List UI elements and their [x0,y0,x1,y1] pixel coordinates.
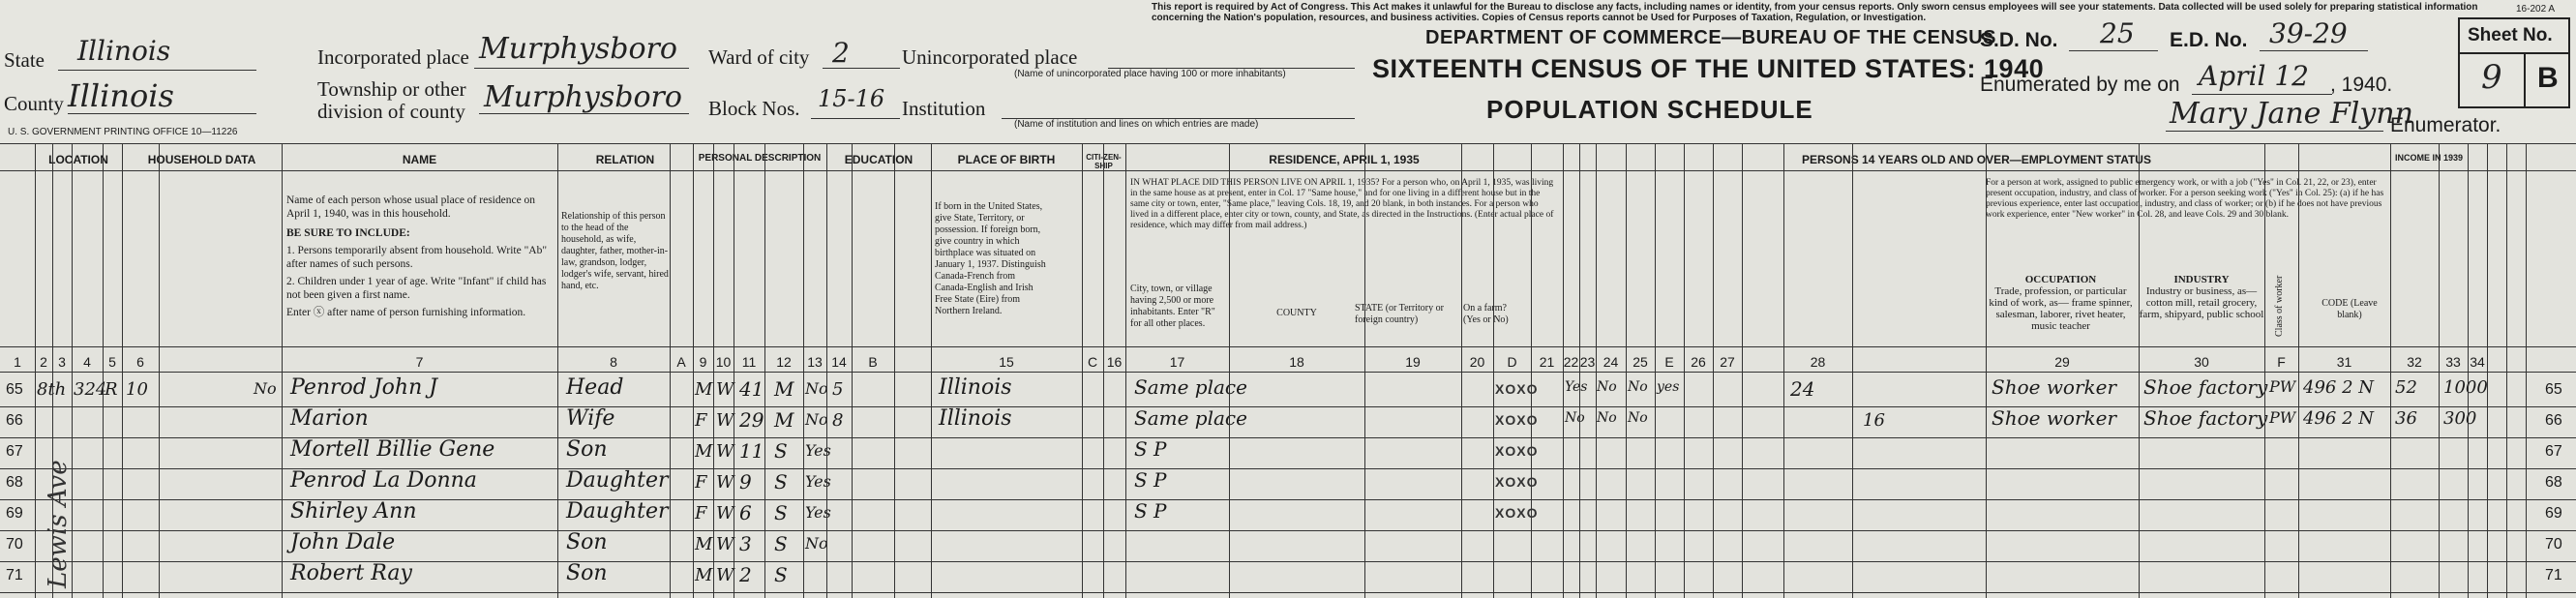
code-f-header: CODE (Leave blank) [2321,298,2378,320]
age-cell: 2 [739,563,752,586]
sex-cell: F [695,503,707,523]
residence-city-cell: Same place [1134,375,1247,399]
residence-county-header: COUNTY [1276,308,1317,318]
grade-cell: 8 [832,410,844,431]
table-row-divider [0,406,2576,407]
township-label-2: division of county [317,100,465,123]
marital-cell: M [774,408,794,432]
incorporated-place-value: Murphysboro [479,32,677,66]
section-personal: PERSONAL DESCRIPTION [698,153,822,164]
col23-cell: No [1628,379,1648,395]
sex-cell: F [695,410,707,431]
residence-city-header: City, town, or village having 2,500 or more inhabitants. Enter "R" for all other places. [1130,284,1215,329]
column-number: 21 [1539,354,1555,370]
school-cell: Yes [805,472,831,491]
unincorporated-label: Unincorporated place [902,45,1078,69]
state-value: Illinois [77,35,171,67]
column-number: F [2277,354,2286,370]
column-number: 9 [699,354,707,370]
class-worker-header: Class of worker [2274,275,2285,337]
line-number: 65 [6,381,23,398]
marital-cell: S [774,501,788,524]
col21-cell: No [1565,410,1585,426]
school-cell: No [805,379,828,398]
line-number-right: 66 [2545,412,2562,429]
occupation-cell: Shoe worker [1992,406,2117,430]
col22-cell: No [1597,410,1617,426]
line-number: 69 [6,505,23,522]
population-schedule-table [0,143,2576,598]
line-number-right: 68 [2545,474,2562,491]
column-number: 10 [715,354,732,370]
column-number: 26 [1691,354,1706,370]
col22-cell: No [1597,379,1617,395]
line-number-right: 69 [2545,505,2562,522]
class-worker-cell: PW [2269,377,2296,396]
code-d-cell: XOXO [1495,474,1539,490]
farm-cell: No [254,379,277,398]
school-cell: No [805,534,828,553]
block-value: 15-16 [818,85,885,112]
race-cell: W [716,441,734,462]
birthplace-instructions: If born in the United States, give State, Territory, or possession. If foreign born, give country in which birthplace was situated on January 1, 1937. Distinguish Canada-French from Canada-English and Irish Free State (Eire) from Northern Ireland. [935,201,1046,316]
school-cell: No [805,410,828,429]
township-value: Murphysboro [484,80,682,114]
column-number: 5 [108,354,116,370]
incorporated-place-label: Incorporated place [317,45,469,69]
person-name: Marion [290,406,369,431]
ed-value: 39-29 [2269,17,2348,49]
code-d-cell: XOXO [1495,412,1539,428]
weeks-unemployed-cell: 16 [1863,410,1885,431]
sd-label: S.D. No. [1980,29,2058,51]
column-number: 23 [1579,354,1596,370]
marital-cell: M [774,377,794,401]
column-number: 15 [999,354,1014,370]
income-cell: 300 [2443,408,2477,429]
relation-instructions: Relationship of this person to the head of the household, as wife, daughter, father, mother-in-law, grandson, lodger, lodger's wife, servant, hired hand, etc. [561,211,669,291]
row-divider [0,372,2576,373]
column-number: 32 [2407,354,2422,370]
township-label-1: Township or other [317,77,466,101]
age-cell: 11 [739,439,764,463]
form-number: 16-202 A [2516,4,2556,15]
section-birth: PLACE OF BIRTH [957,153,1056,166]
col23-cell: No [1628,410,1648,426]
person-name: Shirley Ann [290,499,417,523]
census-header [0,0,2576,143]
street-cell: 8th [37,379,67,400]
column-number: 34 [2470,354,2485,370]
marital-cell: S [774,470,788,493]
weeks-worked-cell: 36 [2395,408,2417,429]
relation-cell: Daughter [566,499,669,523]
line-number: 70 [6,536,23,553]
census-title: SIXTEENTH CENSUS OF THE UNITED STATES: 1940 [1372,54,2045,83]
table-row-divider [0,499,2576,500]
column-number: C [1087,354,1098,370]
block-label: Block Nos. [708,97,800,120]
section-employment: PERSONS 14 YEARS OLD AND OVER—EMPLOYMENT STATUS [1802,153,2151,166]
occupation-cell: Shoe worker [1992,375,2117,399]
home-value-cell: 10 [126,379,148,400]
column-number: 20 [1469,354,1485,370]
industry-cell: Shoe factory [2143,375,2268,399]
section-relation: RELATION [595,153,655,166]
state-underline [58,70,256,71]
county-label: County [4,92,64,115]
enumerated-label: Enumerated by me on [1980,74,2180,96]
school-cell: Yes [805,441,831,460]
sex-cell: M [695,534,713,554]
row-divider [0,170,2576,171]
table-row-divider [0,437,2576,438]
enumeration-date: April 12 [2199,60,2309,92]
person-name: John Dale [290,530,396,554]
home-owned-cell: R [105,379,118,400]
residence-city-cell: S P [1134,437,1167,461]
section-citizenship: CITI-ZEN-SHIP [1086,153,1122,170]
relation-cell: Daughter [566,468,669,493]
industry-header: INDUSTRY Industry or business, as— cotton mill, retail grocery, farm, shipyard, public school [2139,274,2264,320]
column-number: 14 [831,354,847,370]
block-underline [811,118,900,119]
age-cell: 9 [739,470,752,493]
unincorporated-note: (Name of unincorporated place having 100 or more inhabitants) [1014,69,1286,79]
sd-underline [2069,50,2158,51]
house-number-cell: 324 [74,379,107,400]
column-number: D [1507,354,1517,370]
section-income: INCOME IN 1939 [2394,153,2464,163]
age-cell: 29 [739,408,764,432]
confidentiality-notice: This report is required by Act of Congress. This Act makes it unlawful for the Bureau to disclose any facts, including names or identity, from your census reports. Only sworn census employees will see your statements. Data collected will be used solely for preparing statistical information concerning the Nation's population, resources, and business activities. Copies of Census reports cannot be Used for Purposes of Taxation, Regulation, or Investigation. [1152,2,2478,23]
incorporated-place-underline [474,68,689,69]
residence-instructions: IN WHAT PLACE DID THIS PERSON LIVE ON APRIL 1, 1935? For a person who, on April 1, 1935, was living in the same house as at present, enter in Col. 17 "Same house," and for one living in a different house but in the same city or town, enter, "Same place," leaving Cols. 18, 19, and 20 blank, in both instances. For a person who lived in a different place, enter city or town, county, and State, as directed in the Instructions. (Enter actual place of residence, which may differ from mail address.) [1130,178,1554,230]
section-residence: RESIDENCE, APRIL 1, 1935 [1269,153,1420,166]
code-f-cell: 496 2 N [2303,408,2375,429]
column-number: E [1664,354,1674,370]
column-number: 13 [807,354,823,370]
sheet-label: Sheet No. [2468,25,2553,45]
column-number: 11 [741,354,757,370]
marital-cell: S [774,563,788,586]
department-title: DEPARTMENT OF COMMERCE—BUREAU OF THE CENSUS [1425,27,1997,48]
column-number: 1 [14,354,21,370]
column-number: 16 [1106,354,1123,370]
age-cell: 41 [739,377,764,401]
line-number-right: 71 [2545,567,2562,583]
line-number: 67 [6,443,23,460]
residence-city-cell: S P [1134,468,1167,492]
relation-cell: Son [566,530,608,554]
column-number: 12 [776,354,792,370]
street-margin-note: Lewis Ave [44,460,73,588]
hours-cell: 24 [1790,377,1815,401]
table-row-divider [0,468,2576,469]
sex-cell: M [695,379,713,400]
sheet-number-box [2458,17,2570,108]
relation-cell: Son [566,561,608,585]
relation-cell: Head [566,375,624,400]
code-f-cell: 496 2 N [2303,377,2375,398]
line-number-right: 67 [2545,443,2562,460]
ward-label: Ward of city [708,45,810,69]
county-value: Illinois [68,77,174,114]
code-d-cell: XOXO [1495,381,1539,397]
birthplace-cell: Illinois [939,375,1012,400]
occupation-header: OCCUPATION Trade, profession, or particular kind of work, as— frame spinner, salesman, laborer, rivet heater, music teacher [1989,274,2133,332]
age-cell: 6 [739,501,752,524]
sheet-letter: B [2537,62,2559,94]
column-number: 19 [1405,354,1421,370]
enumerator-signature: Mary Jane Flynn [2170,97,2413,131]
enumerator-underline [2166,131,2383,132]
line-number-right: 65 [2545,381,2562,398]
table-row-divider [0,561,2576,562]
column-number: 3 [58,354,66,370]
person-name: Penrod La Donna [290,468,477,493]
code-d-cell: XOXO [1495,443,1539,459]
enumeration-year: , 1940. [2330,74,2393,96]
relation-cell: Wife [566,406,615,431]
race-cell: W [716,534,734,554]
birthplace-cell: Illinois [939,406,1012,431]
enumerator-label: Enumerator. [2390,114,2501,136]
column-number: 7 [415,354,424,370]
column-number: 24 [1603,354,1619,370]
marital-cell: S [774,532,788,555]
col24-cell: yes [1657,379,1680,395]
race-cell: W [716,565,734,585]
table-row-divider [0,592,2576,593]
row-divider [0,346,2576,347]
line-number: 68 [6,474,23,491]
col21-cell: Yes [1565,379,1588,395]
ward-value: 2 [832,37,850,69]
line-number: 66 [6,412,23,429]
sex-cell: F [695,472,707,493]
column-number: 31 [2336,354,2352,370]
line-number-right: 70 [2545,536,2562,553]
residence-farm-header: On a farm? (Yes or No) [1463,303,1509,325]
weeks-worked-cell: 52 [2395,377,2417,398]
printing-office: U. S. GOVERNMENT PRINTING OFFICE 10—11226 [8,127,238,137]
column-number: 30 [2194,354,2209,370]
person-name: Robert Ray [290,561,412,585]
sheet-number: 9 [2481,58,2502,97]
column-number: 6 [136,354,144,370]
column-number: 33 [2445,354,2461,370]
code-d-cell: XOXO [1495,505,1539,521]
column-number: 18 [1289,354,1304,370]
marital-cell: S [774,439,788,463]
column-number: 25 [1632,354,1648,370]
column-number: 29 [2054,354,2070,370]
column-number: 8 [610,354,617,370]
person-name: Penrod John J [290,375,438,400]
institution-note: (Name of institution and lines on which entries are made) [1014,119,1259,130]
schedule-title: POPULATION SCHEDULE [1486,95,1813,124]
race-cell: W [716,503,734,523]
name-instructions: Name of each person whose usual place of residence on April 1, 1940, was in this household. BE SURE TO INCLUDE: 1. Persons temporarily absent from household. Write "Ab" after names of such persons. 2. Children under 1 year of age. Write "Infant" if child has not been given a first name. Enter ⓧ after name of person furnishing information. [286,194,548,318]
column-number: B [868,354,878,370]
enumerated-underline [2192,94,2332,95]
institution-label: Institution [902,97,986,120]
section-household: HOUSEHOLD DATA [147,153,256,166]
ed-underline [2260,50,2368,51]
sex-cell: M [695,441,713,462]
section-location: LOCATION [48,153,108,166]
column-number: 2 [40,354,47,370]
occupation-instructions: For a person at work, assigned to public emergency work, or with a job ("Yes" in Col. 21, 22, or 23), enter present occupation, industry, and class of worker. For a person seeking work ("Yes" in Col. 25): (a) if he has previous experience, enter last occupation, industry, and class of worker; or (b) if he does not have previous work experience, enter "New worker" in Col. 28, and leave Cols. 29 and 30 blank. [1986,178,2384,220]
race-cell: W [716,379,734,400]
industry-cell: Shoe factory [2143,406,2268,430]
ed-label: E.D. No. [2170,29,2248,51]
grade-cell: 5 [832,379,844,400]
column-number: A [676,354,686,370]
line-number: 71 [6,567,23,583]
column-number: 4 [83,354,91,370]
state-label: State [4,48,45,72]
race-cell: W [716,410,734,431]
column-number: 28 [1810,354,1826,370]
income-cell: 1000 [2443,377,2488,398]
residence-city-cell: Same place [1134,406,1247,430]
class-worker-cell: PW [2269,408,2296,427]
residence-state-header: STATE (or Territory or foreign country) [1355,303,1444,325]
section-education: EDUCATION [844,153,914,166]
section-name: NAME [402,153,437,166]
row-divider [0,143,2576,144]
column-number: 17 [1169,354,1185,370]
race-cell: W [716,472,734,493]
residence-city-cell: S P [1134,499,1167,523]
sex-cell: M [695,565,713,585]
school-cell: Yes [805,503,831,522]
person-name: Mortell Billie Gene [290,437,495,462]
sd-value: 25 [2100,17,2135,49]
column-number: 27 [1720,354,1735,370]
relation-cell: Son [566,437,608,462]
table-row-divider [0,530,2576,531]
age-cell: 3 [739,532,752,555]
column-number: 22 [1563,354,1579,370]
